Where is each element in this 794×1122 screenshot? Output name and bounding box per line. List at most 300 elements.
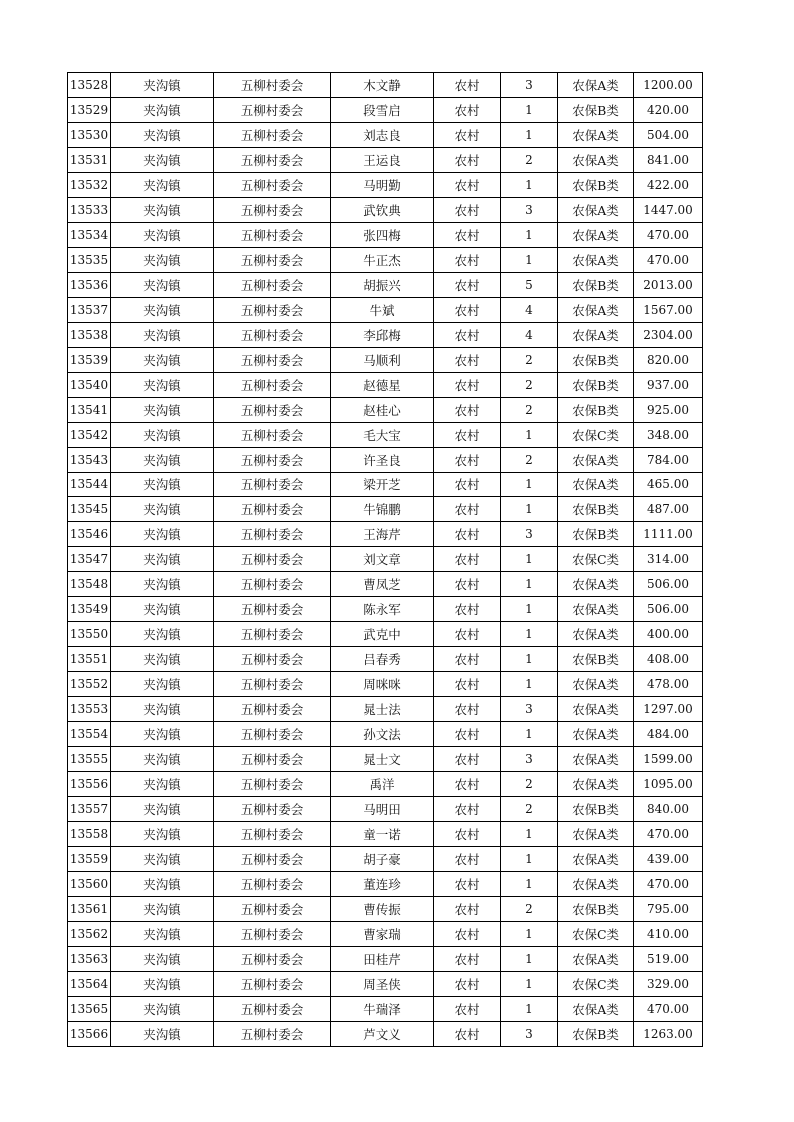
village-committee-cell: 五柳村委会 [214,847,331,872]
table-row [68,921,703,946]
town-cell: 夹沟镇 [111,447,214,472]
household-size-cell: 1 [501,946,558,971]
area-type-cell: 农村 [434,672,501,697]
household-size-cell: 1 [501,647,558,672]
household-size-cell: 1 [501,672,558,697]
village-committee-cell: 五柳村委会 [214,97,331,122]
household-size-cell: 1 [501,222,558,247]
serial-number-cell: 13538 [68,322,111,347]
village-committee-cell: 五柳村委会 [214,347,331,372]
name-cell: 马明勤 [331,172,434,197]
town-cell: 夹沟镇 [111,896,214,921]
serial-number-cell: 13529 [68,97,111,122]
name-cell: 牛瑞泽 [331,996,434,1021]
table-row [68,472,703,497]
serial-number-cell: 13528 [68,73,111,98]
name-cell: 武克中 [331,622,434,647]
table-row [68,697,703,722]
household-size-cell: 1 [501,172,558,197]
amount-cell: 420.00 [634,97,703,122]
amount-cell: 1263.00 [634,1021,703,1046]
serial-number-cell: 13532 [68,172,111,197]
town-cell: 夹沟镇 [111,971,214,996]
town-cell: 夹沟镇 [111,522,214,547]
town-cell: 夹沟镇 [111,422,214,447]
village-committee-cell: 五柳村委会 [214,647,331,672]
amount-cell: 504.00 [634,122,703,147]
serial-number-cell: 13553 [68,697,111,722]
village-committee-cell: 五柳村委会 [214,747,331,772]
area-type-cell: 农村 [434,797,501,822]
table-row [68,97,703,122]
village-committee-cell: 五柳村委会 [214,222,331,247]
table-row [68,73,703,98]
household-size-cell: 1 [501,122,558,147]
insurance-category-cell: 农保A类 [558,672,634,697]
village-committee-cell: 五柳村委会 [214,946,331,971]
serial-number-cell: 13554 [68,722,111,747]
amount-cell: 841.00 [634,147,703,172]
town-cell: 夹沟镇 [111,1021,214,1046]
area-type-cell: 农村 [434,322,501,347]
amount-cell: 470.00 [634,247,703,272]
town-cell: 夹沟镇 [111,672,214,697]
table-row [68,547,703,572]
insurance-category-cell: 农保A类 [558,697,634,722]
name-cell: 段雪启 [331,97,434,122]
serial-number-cell: 13530 [68,122,111,147]
name-cell: 田桂芹 [331,946,434,971]
serial-number-cell: 13558 [68,822,111,847]
serial-number-cell: 13531 [68,147,111,172]
name-cell: 牛正杰 [331,247,434,272]
insurance-category-cell: 农保B类 [558,347,634,372]
area-type-cell: 农村 [434,822,501,847]
household-size-cell: 1 [501,996,558,1021]
insurance-category-cell: 农保B类 [558,896,634,921]
amount-cell: 840.00 [634,797,703,822]
household-size-cell: 3 [501,747,558,772]
amount-cell: 410.00 [634,921,703,946]
town-cell: 夹沟镇 [111,996,214,1021]
household-size-cell: 2 [501,896,558,921]
serial-number-cell: 13540 [68,372,111,397]
amount-cell: 2304.00 [634,322,703,347]
town-cell: 夹沟镇 [111,547,214,572]
name-cell: 晁士文 [331,747,434,772]
serial-number-cell: 13542 [68,422,111,447]
area-type-cell: 农村 [434,397,501,422]
table-row [68,372,703,397]
village-committee-cell: 五柳村委会 [214,697,331,722]
town-cell: 夹沟镇 [111,122,214,147]
table-row [68,147,703,172]
table-row [68,122,703,147]
village-committee-cell: 五柳村委会 [214,597,331,622]
area-type-cell: 农村 [434,547,501,572]
insurance-category-cell: 农保A类 [558,197,634,222]
name-cell: 胡振兴 [331,272,434,297]
amount-cell: 1447.00 [634,197,703,222]
household-size-cell: 1 [501,422,558,447]
area-type-cell: 农村 [434,847,501,872]
insurance-category-cell: 农保B类 [558,172,634,197]
table-row [68,422,703,447]
amount-cell: 784.00 [634,447,703,472]
insurance-category-cell: 农保C类 [558,921,634,946]
insurance-category-cell: 农保A类 [558,222,634,247]
town-cell: 夹沟镇 [111,372,214,397]
name-cell: 李邱梅 [331,322,434,347]
insurance-category-cell: 农保B类 [558,1021,634,1046]
area-type-cell: 农村 [434,647,501,672]
town-cell: 夹沟镇 [111,73,214,98]
town-cell: 夹沟镇 [111,797,214,822]
amount-cell: 519.00 [634,946,703,971]
amount-cell: 408.00 [634,647,703,672]
amount-cell: 795.00 [634,896,703,921]
village-committee-cell: 五柳村委会 [214,147,331,172]
area-type-cell: 农村 [434,222,501,247]
area-type-cell: 农村 [434,572,501,597]
household-size-cell: 2 [501,447,558,472]
town-cell: 夹沟镇 [111,247,214,272]
table-row [68,622,703,647]
town-cell: 夹沟镇 [111,97,214,122]
household-size-cell: 1 [501,872,558,897]
household-size-cell: 1 [501,572,558,597]
village-committee-cell: 五柳村委会 [214,447,331,472]
table-row [68,522,703,547]
amount-cell: 439.00 [634,847,703,872]
insurance-category-cell: 农保A类 [558,722,634,747]
area-type-cell: 农村 [434,597,501,622]
name-cell: 曹家瑞 [331,921,434,946]
village-committee-cell: 五柳村委会 [214,73,331,98]
area-type-cell: 农村 [434,447,501,472]
village-committee-cell: 五柳村委会 [214,722,331,747]
household-size-cell: 1 [501,722,558,747]
name-cell: 陈永军 [331,597,434,622]
name-cell: 董连珍 [331,872,434,897]
household-size-cell: 2 [501,347,558,372]
name-cell: 周圣侠 [331,971,434,996]
insurance-category-cell: 农保B类 [558,522,634,547]
household-size-cell: 1 [501,97,558,122]
serial-number-cell: 13559 [68,847,111,872]
insurance-category-cell: 农保C类 [558,547,634,572]
area-type-cell: 农村 [434,971,501,996]
serial-number-cell: 13561 [68,896,111,921]
insurance-category-cell: 农保A类 [558,872,634,897]
town-cell: 夹沟镇 [111,921,214,946]
household-size-cell: 2 [501,372,558,397]
insurance-category-cell: 农保C类 [558,971,634,996]
serial-number-cell: 13545 [68,497,111,522]
table-row [68,747,703,772]
amount-cell: 329.00 [634,971,703,996]
area-type-cell: 农村 [434,946,501,971]
household-size-cell: 2 [501,397,558,422]
insurance-category-cell: 农保A类 [558,322,634,347]
area-type-cell: 农村 [434,272,501,297]
name-cell: 张四梅 [331,222,434,247]
serial-number-cell: 13541 [68,397,111,422]
village-committee-cell: 五柳村委会 [214,422,331,447]
insurance-category-cell: 农保A类 [558,847,634,872]
area-type-cell: 农村 [434,872,501,897]
insurance-category-cell: 农保C类 [558,422,634,447]
table-row [68,847,703,872]
serial-number-cell: 13552 [68,672,111,697]
household-size-cell: 1 [501,847,558,872]
town-cell: 夹沟镇 [111,722,214,747]
town-cell: 夹沟镇 [111,297,214,322]
name-cell: 王海芹 [331,522,434,547]
table-row [68,971,703,996]
town-cell: 夹沟镇 [111,946,214,971]
table-row [68,322,703,347]
amount-cell: 1599.00 [634,747,703,772]
village-committee-cell: 五柳村委会 [214,247,331,272]
insurance-category-cell: 农保A类 [558,247,634,272]
table-row [68,272,703,297]
insurance-category-cell: 农保A类 [558,946,634,971]
allowance-table [67,72,703,1047]
serial-number-cell: 13555 [68,747,111,772]
insurance-category-cell: 农保B类 [558,497,634,522]
name-cell: 曹传振 [331,896,434,921]
insurance-category-cell: 农保B类 [558,647,634,672]
town-cell: 夹沟镇 [111,347,214,372]
serial-number-cell: 13564 [68,971,111,996]
name-cell: 马明田 [331,797,434,822]
insurance-category-cell: 农保B类 [558,397,634,422]
serial-number-cell: 13537 [68,297,111,322]
table-row [68,722,703,747]
village-committee-cell: 五柳村委会 [214,322,331,347]
serial-number-cell: 13543 [68,447,111,472]
amount-cell: 506.00 [634,597,703,622]
village-committee-cell: 五柳村委会 [214,122,331,147]
amount-cell: 348.00 [634,422,703,447]
area-type-cell: 农村 [434,1021,501,1046]
household-size-cell: 3 [501,73,558,98]
table-row [68,347,703,372]
serial-number-cell: 13546 [68,522,111,547]
name-cell: 赵桂心 [331,397,434,422]
area-type-cell: 农村 [434,97,501,122]
household-size-cell: 1 [501,547,558,572]
village-committee-cell: 五柳村委会 [214,197,331,222]
area-type-cell: 农村 [434,697,501,722]
area-type-cell: 农村 [434,122,501,147]
serial-number-cell: 13556 [68,772,111,797]
serial-number-cell: 13562 [68,921,111,946]
area-type-cell: 农村 [434,297,501,322]
amount-cell: 1567.00 [634,297,703,322]
area-type-cell: 农村 [434,522,501,547]
table-row [68,172,703,197]
amount-cell: 937.00 [634,372,703,397]
town-cell: 夹沟镇 [111,747,214,772]
area-type-cell: 农村 [434,147,501,172]
name-cell: 童一诺 [331,822,434,847]
village-committee-cell: 五柳村委会 [214,896,331,921]
serial-number-cell: 13539 [68,347,111,372]
area-type-cell: 农村 [434,622,501,647]
table-row [68,996,703,1021]
town-cell: 夹沟镇 [111,597,214,622]
amount-cell: 1297.00 [634,697,703,722]
amount-cell: 2013.00 [634,272,703,297]
household-size-cell: 1 [501,497,558,522]
village-committee-cell: 五柳村委会 [214,172,331,197]
table-row [68,946,703,971]
household-size-cell: 2 [501,797,558,822]
area-type-cell: 农村 [434,197,501,222]
household-size-cell: 1 [501,472,558,497]
name-cell: 周咪咪 [331,672,434,697]
serial-number-cell: 13544 [68,472,111,497]
village-committee-cell: 五柳村委会 [214,297,331,322]
name-cell: 武钦典 [331,197,434,222]
town-cell: 夹沟镇 [111,472,214,497]
serial-number-cell: 13547 [68,547,111,572]
table-row [68,872,703,897]
name-cell: 毛大宝 [331,422,434,447]
village-committee-cell: 五柳村委会 [214,397,331,422]
amount-cell: 1095.00 [634,772,703,797]
insurance-category-cell: 农保B类 [558,97,634,122]
amount-cell: 506.00 [634,572,703,597]
serial-number-cell: 13557 [68,797,111,822]
household-size-cell: 2 [501,147,558,172]
household-size-cell: 3 [501,1021,558,1046]
table-row [68,497,703,522]
town-cell: 夹沟镇 [111,772,214,797]
household-size-cell: 1 [501,822,558,847]
household-size-cell: 3 [501,697,558,722]
table-row [68,1021,703,1046]
insurance-category-cell: 农保A类 [558,147,634,172]
area-type-cell: 农村 [434,422,501,447]
serial-number-cell: 13551 [68,647,111,672]
area-type-cell: 农村 [434,73,501,98]
insurance-category-cell: 农保A类 [558,622,634,647]
household-size-cell: 1 [501,921,558,946]
village-committee-cell: 五柳村委会 [214,572,331,597]
village-committee-cell: 五柳村委会 [214,547,331,572]
serial-number-cell: 13565 [68,996,111,1021]
serial-number-cell: 13536 [68,272,111,297]
insurance-category-cell: 农保B类 [558,272,634,297]
town-cell: 夹沟镇 [111,172,214,197]
serial-number-cell: 13566 [68,1021,111,1046]
table-row [68,597,703,622]
insurance-category-cell: 农保A类 [558,572,634,597]
amount-cell: 465.00 [634,472,703,497]
household-size-cell: 5 [501,272,558,297]
name-cell: 芦文义 [331,1021,434,1046]
household-size-cell: 2 [501,772,558,797]
village-committee-cell: 五柳村委会 [214,497,331,522]
amount-cell: 820.00 [634,347,703,372]
village-committee-cell: 五柳村委会 [214,971,331,996]
village-committee-cell: 五柳村委会 [214,272,331,297]
household-size-cell: 3 [501,197,558,222]
town-cell: 夹沟镇 [111,572,214,597]
town-cell: 夹沟镇 [111,147,214,172]
insurance-category-cell: 农保A类 [558,597,634,622]
table-row [68,647,703,672]
town-cell: 夹沟镇 [111,497,214,522]
name-cell: 牛斌 [331,297,434,322]
village-committee-cell: 五柳村委会 [214,772,331,797]
village-committee-cell: 五柳村委会 [214,1021,331,1046]
table-row [68,397,703,422]
name-cell: 木文静 [331,73,434,98]
town-cell: 夹沟镇 [111,222,214,247]
table-row [68,247,703,272]
name-cell: 许圣良 [331,447,434,472]
town-cell: 夹沟镇 [111,197,214,222]
serial-number-cell: 13549 [68,597,111,622]
village-committee-cell: 五柳村委会 [214,672,331,697]
area-type-cell: 农村 [434,996,501,1021]
area-type-cell: 农村 [434,921,501,946]
name-cell: 刘文章 [331,547,434,572]
insurance-category-cell: 农保A类 [558,996,634,1021]
household-size-cell: 4 [501,297,558,322]
village-committee-cell: 五柳村委会 [214,372,331,397]
area-type-cell: 农村 [434,497,501,522]
amount-cell: 925.00 [634,397,703,422]
amount-cell: 1200.00 [634,73,703,98]
table-row [68,197,703,222]
amount-cell: 470.00 [634,822,703,847]
name-cell: 王运良 [331,147,434,172]
area-type-cell: 农村 [434,747,501,772]
name-cell: 梁开芝 [331,472,434,497]
household-size-cell: 1 [501,622,558,647]
area-type-cell: 农村 [434,247,501,272]
amount-cell: 487.00 [634,497,703,522]
amount-cell: 400.00 [634,622,703,647]
table-row [68,822,703,847]
amount-cell: 314.00 [634,547,703,572]
village-committee-cell: 五柳村委会 [214,622,331,647]
table-row [68,896,703,921]
table-row [68,297,703,322]
serial-number-cell: 13534 [68,222,111,247]
name-cell: 孙文法 [331,722,434,747]
insurance-category-cell: 农保A类 [558,73,634,98]
area-type-cell: 农村 [434,896,501,921]
name-cell: 吕春秀 [331,647,434,672]
village-committee-cell: 五柳村委会 [214,522,331,547]
table-body [68,73,703,1047]
amount-cell: 484.00 [634,722,703,747]
serial-number-cell: 13535 [68,247,111,272]
area-type-cell: 农村 [434,472,501,497]
village-committee-cell: 五柳村委会 [214,822,331,847]
town-cell: 夹沟镇 [111,322,214,347]
table-row [68,797,703,822]
serial-number-cell: 13548 [68,572,111,597]
serial-number-cell: 13533 [68,197,111,222]
household-size-cell: 4 [501,322,558,347]
